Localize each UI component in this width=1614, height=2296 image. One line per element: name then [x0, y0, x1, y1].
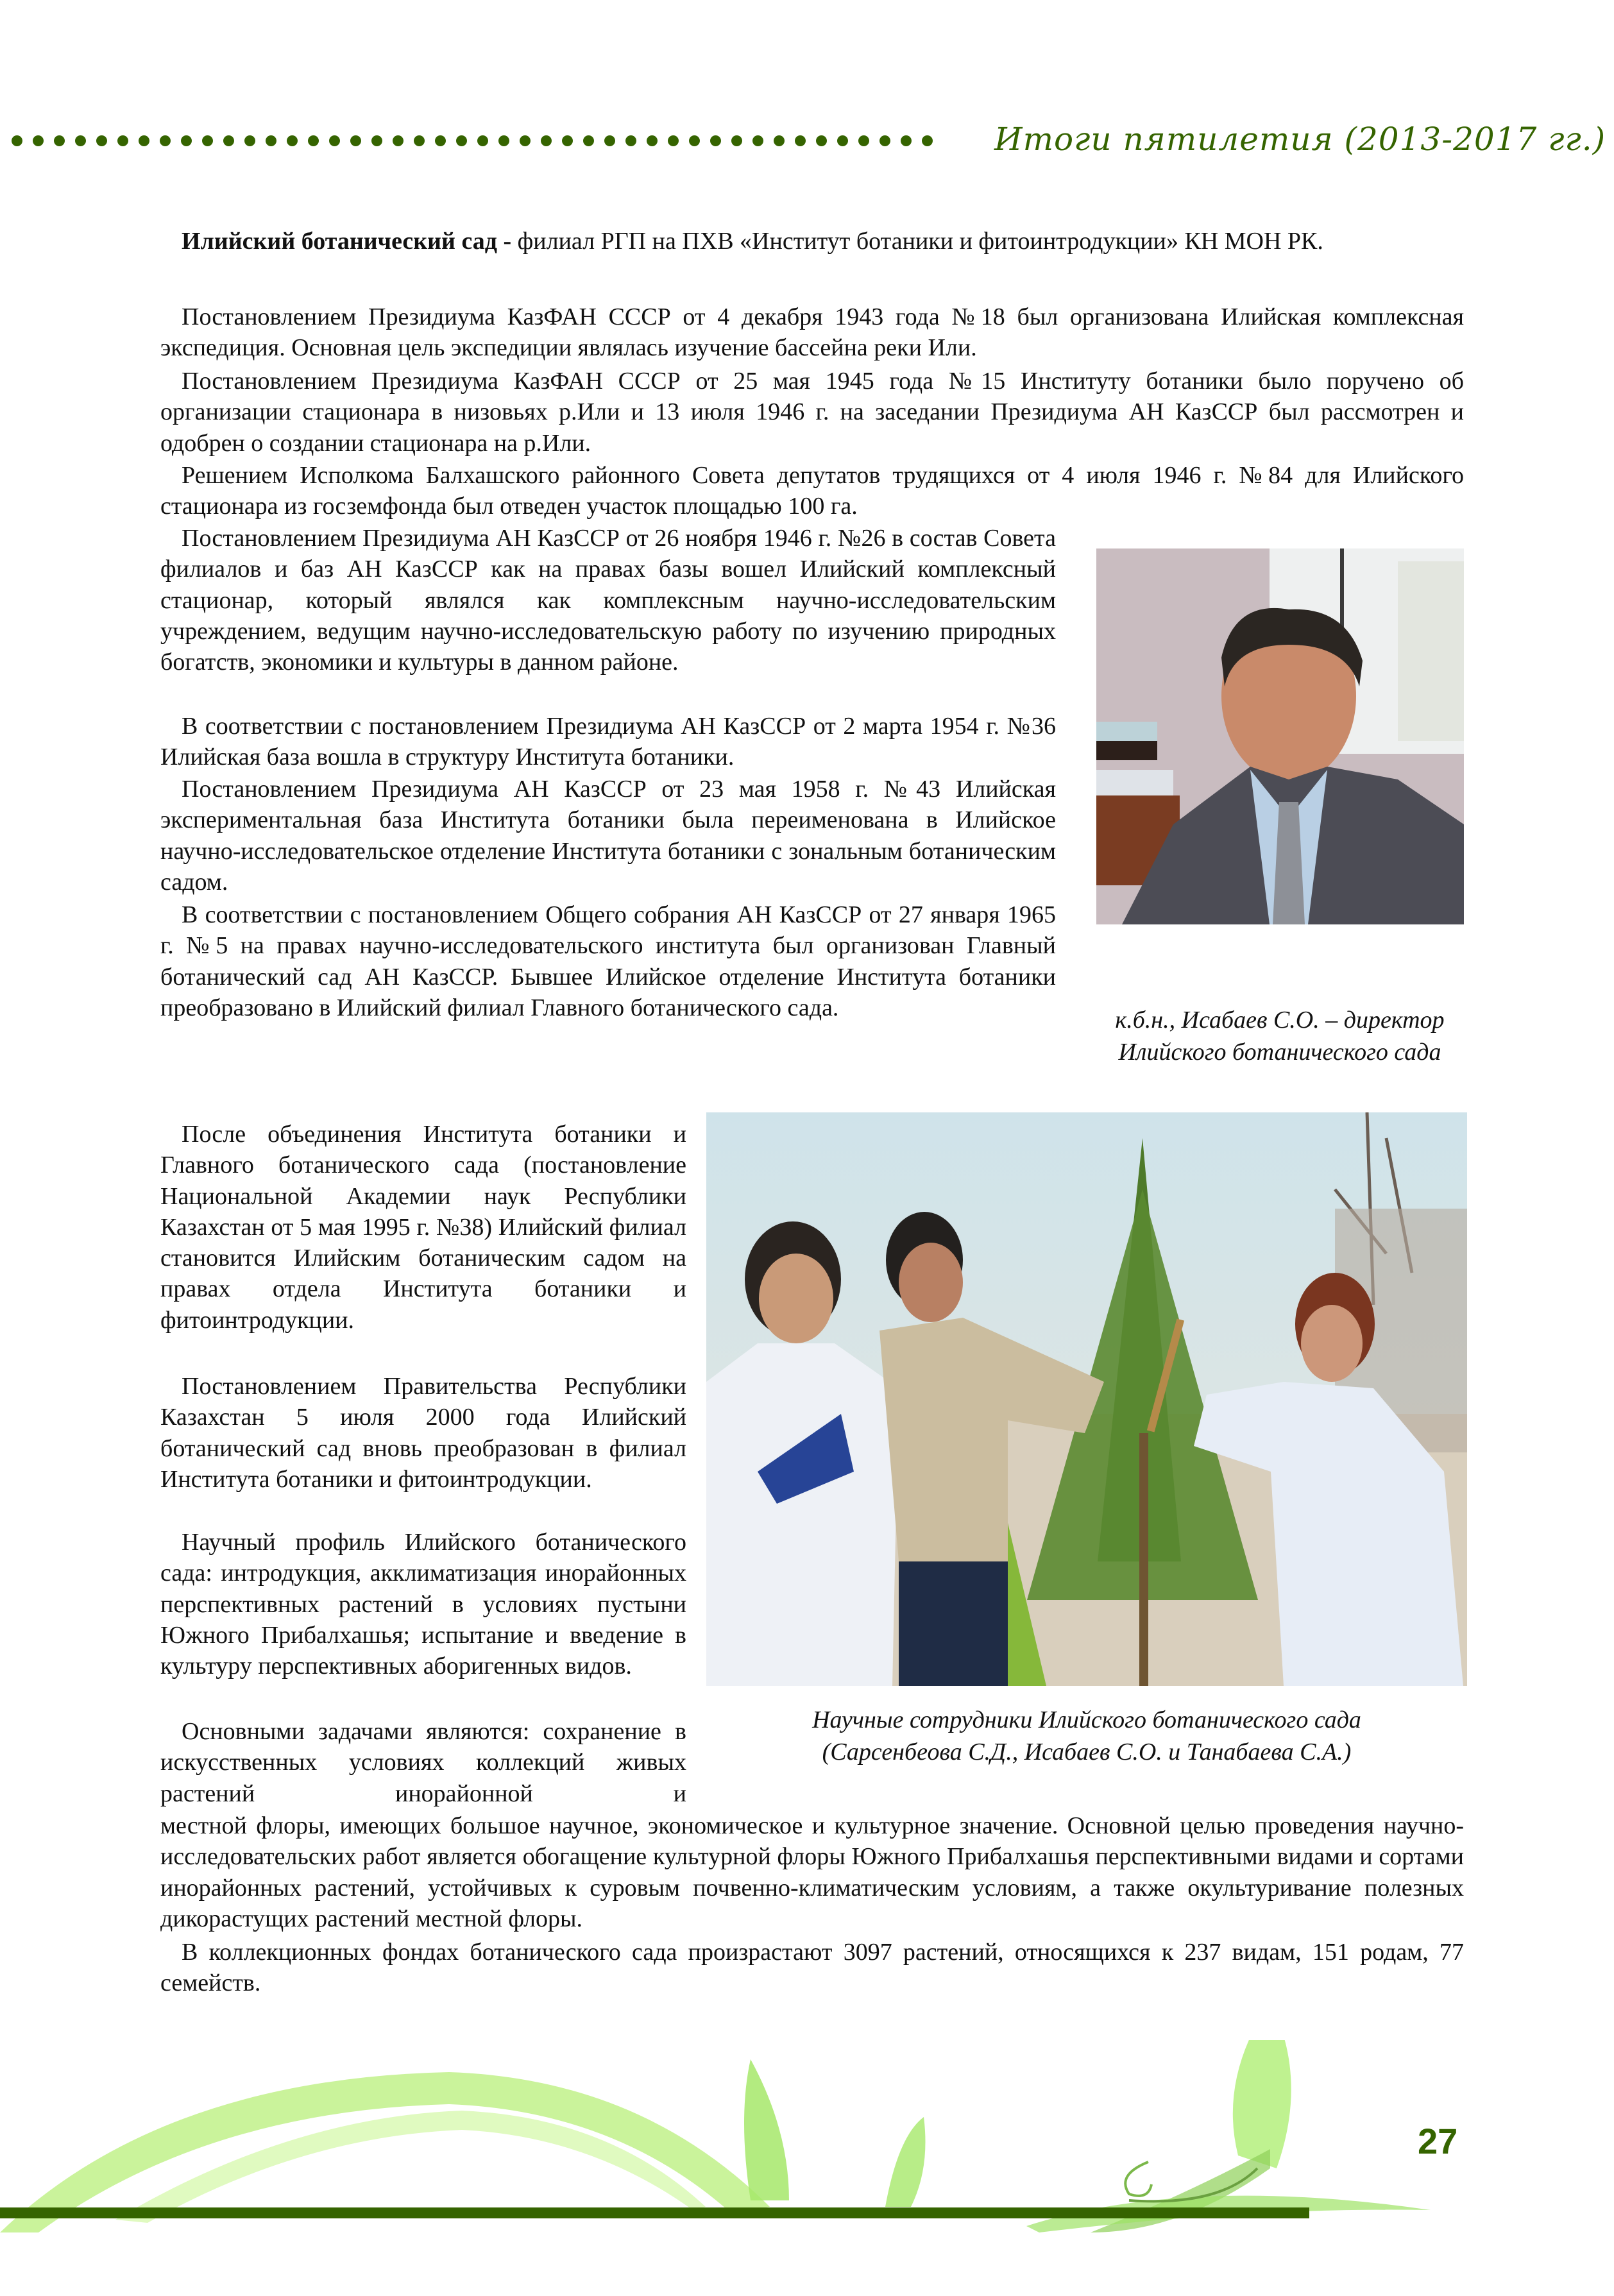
paragraph-text: Постановлением Правительства Республики Казахстан 5 июля 2000 года Илийский ботанический сад вновь преобразован в филиал Института ботаники и фитоинтродукции. — [160, 1373, 686, 1493]
header-dot — [858, 135, 869, 146]
header-dot — [160, 135, 171, 146]
group-image — [706, 1112, 1467, 1686]
header-dot — [329, 135, 340, 146]
intro-paragraph — [160, 226, 1464, 257]
header-dot — [816, 135, 827, 146]
paragraph-text: Основными задачами являются: сохранение в искусственных условиях коллекций живых растений инорайонной и — [160, 1718, 686, 1807]
header-dot — [647, 135, 658, 146]
header-dot — [668, 135, 679, 146]
group-caption-line2: (Сарсенбеова С.Д., Исабаев С.О. и Танабаева С.А.) — [822, 1739, 1352, 1765]
paragraph-text: Постановлением Президиума АН КазССР от 23 мая 1958 г. №43 Илийская экспериментальная база Института ботаники была переименована в Илийское научно-исследовательское отделение Института ботаники с зональным ботаническим садом. — [160, 776, 1056, 896]
group-photo-caption — [706, 1704, 1467, 1768]
paragraph-continuation — [160, 1810, 1464, 1934]
header-dot — [12, 135, 22, 146]
header-dot — [181, 135, 192, 146]
header-dot — [837, 135, 848, 146]
header-dot — [604, 135, 615, 146]
header-dot — [922, 135, 933, 146]
header-dot — [795, 135, 806, 146]
header-dot — [879, 135, 890, 146]
paragraph — [160, 1937, 1464, 1999]
paragraph-text: После объединения Института ботаники и Главного ботанического сада (постановление Национальной Академии наук Республики Казахстан от 5 мая 1995 г. №38) Илийский филиал становится Илийским ботаническим садом на правах отдела Института ботаники и фитоинтродукции. — [160, 1121, 686, 1334]
header-dot — [435, 135, 446, 146]
portrait-caption-line2: Илийского ботанического сада — [1118, 1039, 1441, 1066]
paragraph-text: В коллекционных фондах ботанического сада произрастают 3097 растений, относящихся к 237 видам, 151 родам, 77 семейств. — [160, 1939, 1464, 1997]
header-dot — [583, 135, 594, 146]
paragraph — [160, 899, 1056, 1023]
paragraph-text: В соответствии с постановлением Президиума АН КазССР от 2 марта 1954 г. №36 Илийская база вошла в структуру Института ботаники. — [160, 713, 1056, 771]
leaf-swirl-decoration — [0, 2040, 1614, 2232]
paragraph — [160, 366, 1464, 459]
intro-bold-term: Илийский ботанический сад - — [182, 228, 512, 255]
paragraph-text: местной флоры, имеющих большое научное, экономическое и культурное значение. Основной целью проведения научно-исследовательских работ является обогащение культурной флоры Южного Прибалхашья перспективными видами и сортами инорайонных растений, устойчивых к суровым почвенно-климатическим условиям, а также окультуривание полезных дикорастущих растений местной флоры. — [160, 1812, 1464, 1932]
intro-rest: филиал РГП на ПХВ «Институт ботаники и фитоинтродукции» КН МОН РК. — [511, 228, 1323, 255]
header-dot — [562, 135, 573, 146]
header-dot — [96, 135, 107, 146]
header-dot — [689, 135, 700, 146]
paragraph — [160, 302, 1464, 364]
header-dot — [625, 135, 636, 146]
paragraph — [160, 1119, 686, 1336]
paragraph-text: Научный профиль Илийского ботанического сада: интродукция, акклиматизация инорайонных перспективных растений в условиях пустыни Южного Прибалхашья; испытание и введение в культуру перспективных аборигенных видов. — [160, 1529, 686, 1680]
header-dot — [710, 135, 721, 146]
header-dot — [54, 135, 65, 146]
paragraph — [160, 460, 1464, 522]
paragraph — [160, 1527, 686, 1681]
header-dot — [75, 135, 86, 146]
header-dot — [731, 135, 742, 146]
header-dot — [520, 135, 531, 146]
paragraph — [160, 1716, 686, 1809]
header-dot — [456, 135, 467, 146]
paragraph — [160, 711, 1056, 773]
header-dot — [33, 135, 44, 146]
director-portrait-photo — [1096, 548, 1464, 924]
paragraph-text: Постановлением Президиума КазФАН СССР от 4 декабря 1943 года №18 был организована Илийская комплексная экспедиция. Основная цель экспедиции являлась изучение бассейна реки Или. — [160, 303, 1464, 362]
page-number: 27 — [1418, 2121, 1458, 2161]
header-dot — [498, 135, 509, 146]
header-dot-rule — [0, 135, 937, 147]
group-caption-line1: Научные сотрудники Илийского ботанического сада — [812, 1706, 1361, 1733]
header-dot — [266, 135, 276, 146]
header-dot — [901, 135, 912, 146]
header-dot — [350, 135, 361, 146]
header-dot — [202, 135, 213, 146]
header-dot — [371, 135, 382, 146]
paragraph-text: Решением Исполкома Балхашского районного Совета депутатов трудящихся от 4 июля 1946 г. №84 для Илийского стационара из госземфонда был отведен участок площадью 100 га. — [160, 462, 1464, 520]
header-dot — [774, 135, 785, 146]
paragraph-text: Постановлением Президиума АН КазССР от 26 ноября 1946 г. №26 в состав Совета филиалов и баз АН КазССР как на правах базы вошел Илийский комплексный стационар, который являлся как комплексным научно-исследовательским учреждением, ведущим научно-исследовательскую работу по изучению природных богатств, экономики и культуры в данном районе. — [160, 525, 1056, 676]
header-dot — [223, 135, 234, 146]
header-dot — [308, 135, 319, 146]
header-dot — [287, 135, 298, 146]
header-dot — [541, 135, 552, 146]
header-dot — [414, 135, 425, 146]
footer-bar — [0, 2207, 1309, 2218]
paragraph-text: В соответствии с постановлением Общего собрания АН КазССР от 27 января 1965 г. №5 на правах научно-исследовательского института был организован Главный ботанический сад АН КазССР. Бывшее Илийское отделение Института ботаники преобразовано в Илийский филиал Главного ботанического сада. — [160, 901, 1056, 1021]
paragraph — [160, 1371, 686, 1495]
header-dot — [117, 135, 128, 146]
staff-group-photo — [706, 1112, 1467, 1686]
portrait-image — [1096, 548, 1464, 924]
paragraph — [160, 523, 1056, 677]
section-title: Итоги пятилетия (2013-2017 гг.) — [994, 121, 1606, 158]
header-dot — [393, 135, 404, 146]
portrait-caption-line1: к.б.н., Исабаев С.О. – директор — [1115, 1007, 1445, 1033]
header-dot — [752, 135, 763, 146]
header-dot — [139, 135, 149, 146]
paragraph — [160, 774, 1056, 897]
header-dot — [477, 135, 488, 146]
header-dot — [244, 135, 255, 146]
portrait-caption — [1084, 1004, 1475, 1068]
paragraph-text: Постановлением Президиума КазФАН СССР от 25 мая 1945 года №15 Институту ботаники было поручено об организации стационара в низовьях р.Или и 13 июля 1946 г. на заседании Президиума АН КазССР был рассмотрен и одобрен о создании стационара на р.Или. — [160, 368, 1464, 457]
